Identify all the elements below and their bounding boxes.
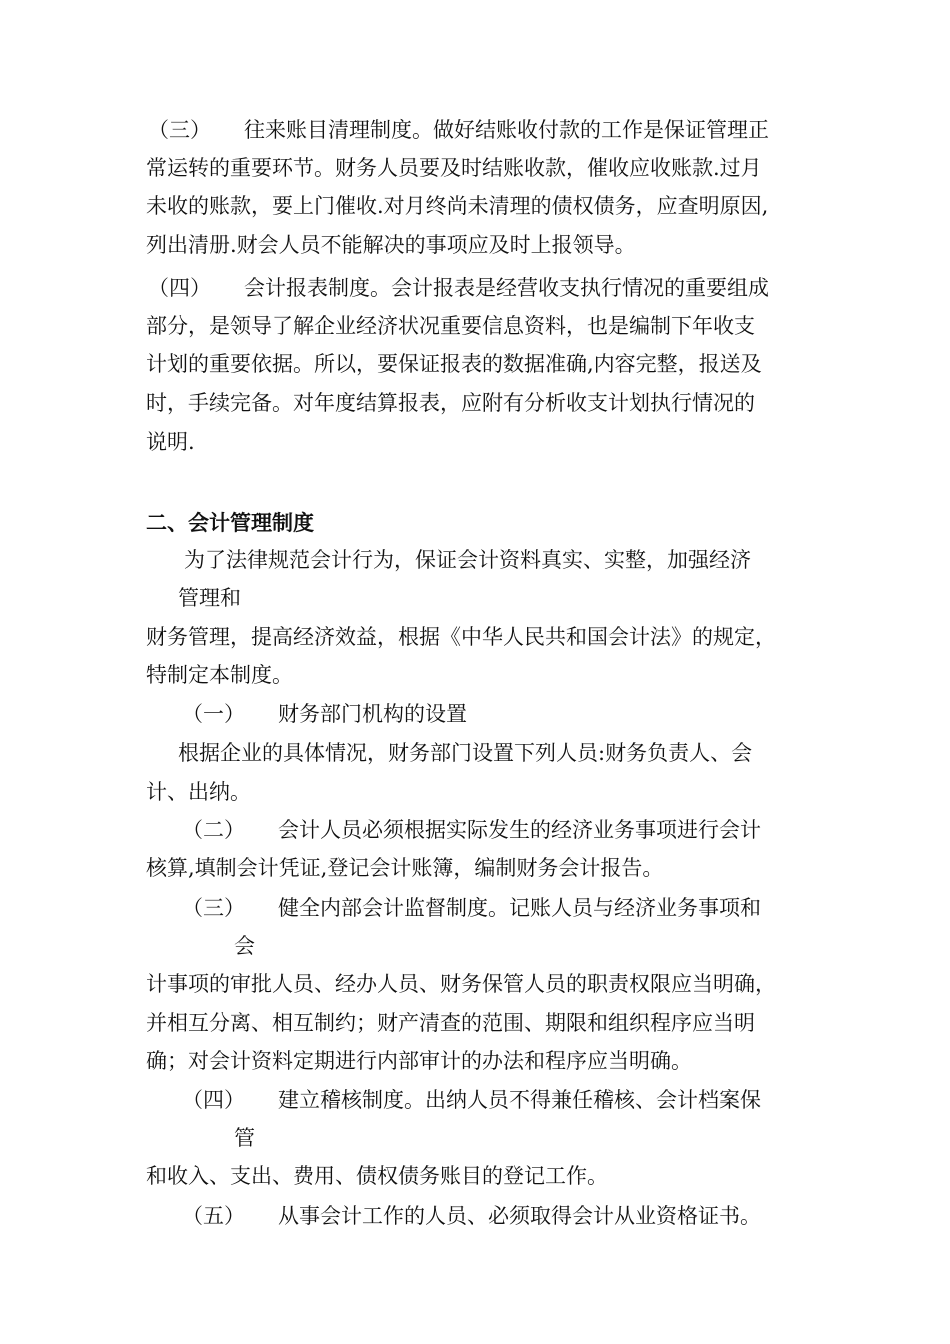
item-marker: （四） — [182, 1088, 245, 1112]
paragraph-line: 计划的重要依据。所以，要保证报表的数据准确,内容完整，报送及 — [146, 352, 762, 376]
paragraph-line: 会 — [234, 934, 255, 958]
paragraph-line: 常运转的重要环节。财务人员要及时结账收款，催收应收账款.过月 — [146, 156, 762, 180]
item-marker: （二） — [182, 818, 245, 842]
paragraph-line: 计、出纳。 — [146, 780, 251, 804]
item-marker: （三） — [148, 118, 211, 142]
paragraph-line: 往来账目清理制度。做好结账收付款的工作是保证管理正 — [244, 118, 769, 142]
item-marker: （三） — [182, 896, 245, 920]
section-heading: 二、会计管理制度 — [146, 510, 314, 535]
item-marker: （五） — [182, 1204, 245, 1228]
paragraph-line: 未收的账款，要上门催收.对月终尚未清理的债权债务，应查明原因, — [146, 194, 769, 218]
paragraph-line: 说明. — [146, 430, 195, 454]
paragraph-line: 核算,填制会计凭证,登记会计账簿，编制财务会计报告。 — [146, 856, 664, 880]
paragraph-line: 时，手续完备。对年度结算报表，应附有分析收支计划执行情况的 — [146, 391, 755, 415]
paragraph-line: 为了法律规范会计行为，保证会计资料真实、实整，加强经济 — [184, 548, 751, 572]
paragraph-line: 计事项的审批人员、经办人员、财务保管人员的职责权限应当明确， — [146, 972, 776, 996]
paragraph-line: 和收入、支出、费用、债权债务账目的登记工作。 — [146, 1164, 608, 1188]
paragraph-line: 从事会计工作的人员、必须取得会计从业资格证书。 — [278, 1204, 761, 1228]
paragraph-line: 管 — [234, 1126, 255, 1150]
item-marker: （四） — [148, 276, 211, 300]
paragraph-line: 根据企业的具体情况，财务部门设置下列人员:财务负责人、会 — [178, 741, 753, 765]
paragraph-line: 健全内部会计监督制度。记账人员与经济业务事项和 — [278, 896, 761, 920]
item-marker: （一） — [182, 702, 245, 726]
paragraph-line: 会计人员必须根据实际发生的经济业务事项进行会计 — [278, 818, 761, 842]
paragraph-line: 特制定本制度。 — [146, 663, 293, 687]
paragraph-line: 财务管理，提高经济效益，根据《中华人民共和国会计法》的规定， — [146, 625, 776, 649]
paragraph-line: 部分，是领导了解企业经济状况重要信息资料，也是编制下年收支 — [146, 314, 755, 338]
paragraph-line: 并相互分离、相互制约；财产清查的范围、期限和组织程序应当明 — [146, 1011, 755, 1035]
paragraph-line: 管理和 — [178, 586, 241, 610]
paragraph-line: 建立稽核制度。出纳人员不得兼任稽核、会计档案保 — [278, 1088, 761, 1112]
paragraph-line: 确；对会计资料定期进行内部审计的办法和程序应当明确。 — [146, 1049, 692, 1073]
paragraph-line: 列出清册.财会人员不能解决的事项应及时上报领导。 — [146, 233, 636, 257]
paragraph-line: 会计报表制度。会计报表是经营收支执行情况的重要组成 — [244, 276, 769, 300]
item-title: 财务部门机构的设置 — [278, 702, 467, 726]
